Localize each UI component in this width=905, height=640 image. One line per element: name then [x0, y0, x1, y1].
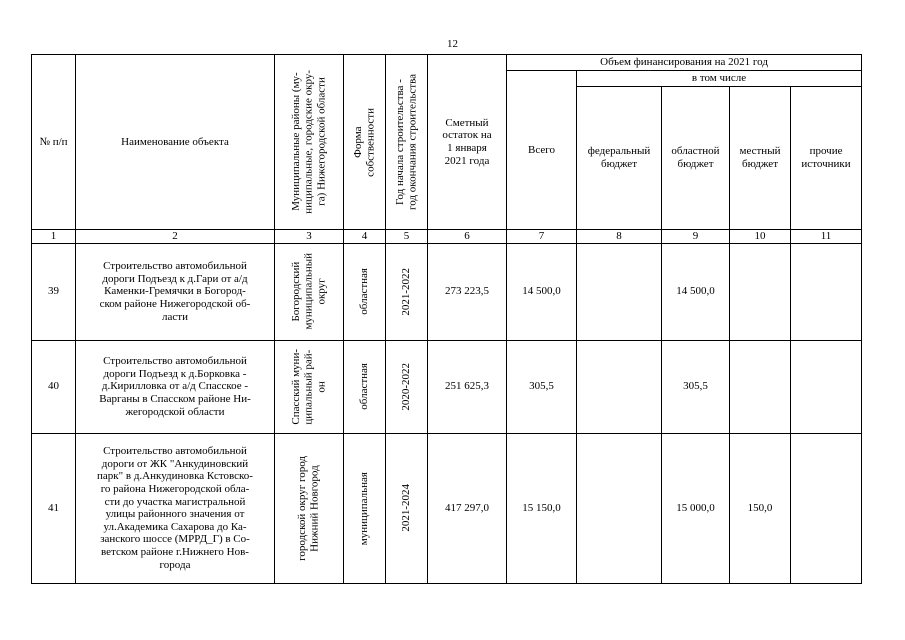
- row-number: 40: [32, 340, 76, 433]
- district: Богородский муниципальный округ: [275, 243, 344, 340]
- federal: [577, 340, 662, 433]
- header-ownership: Форма собственности: [344, 55, 386, 230]
- total: 14 500,0: [507, 243, 577, 340]
- object-name: Строительство автомобильной дороги от ЖК "Анкудиновский парк" в д.Анкудиновка Кстовско- го района Нижегородской обла- сти до участка магистральной улицы районного значения от ул.Академика Сахарова до Ка- занского шоссе (МРРД_Г) в Со- ветском районе г.Нижнего Нов- города: [76, 433, 275, 583]
- column-number: 2: [76, 230, 275, 244]
- table-row: [32, 340, 862, 433]
- object-name: Строительство автомобильной дороги Подъезд к д.Борковка - д.Кирилловка от а/д Спасское - Варганы в Спасском районе Ни- жегородской области: [76, 340, 275, 433]
- column-number: 5: [386, 230, 428, 244]
- local: [730, 340, 791, 433]
- table-row: [32, 243, 862, 340]
- column-number: 7: [507, 230, 577, 244]
- federal: [577, 433, 662, 583]
- regional: 15 000,0: [662, 433, 730, 583]
- remainder: 417 297,0: [428, 433, 507, 583]
- other: [791, 433, 862, 583]
- page-number: 12: [447, 38, 458, 50]
- header-object-name: Наименование объекта: [76, 55, 275, 230]
- column-number: 3: [275, 230, 344, 244]
- header-funding-group: Объем финансирования на 2021 год: [507, 55, 862, 71]
- table-row: [32, 433, 862, 583]
- object-name: Строительство автомобильной дороги Подъезд к д.Гари от а/д Каменки-Гремячки в Богород- ском районе Нижегородской об- ласти: [76, 243, 275, 340]
- remainder: 251 625,3: [428, 340, 507, 433]
- header-total: Всего: [507, 71, 577, 230]
- years: 2021-2024: [386, 433, 428, 583]
- column-number: 8: [577, 230, 662, 244]
- header-row-1: [32, 55, 862, 71]
- header-years: Год начала строительства - год окончания строительства: [386, 55, 428, 230]
- ownership: муниципальная: [344, 433, 386, 583]
- ownership: областная: [344, 243, 386, 340]
- local: [730, 243, 791, 340]
- years: 2020-2022: [386, 340, 428, 433]
- ownership: областная: [344, 340, 386, 433]
- federal: [577, 243, 662, 340]
- other: [791, 340, 862, 433]
- years: 2021-2022: [386, 243, 428, 340]
- row-number: 41: [32, 433, 76, 583]
- regional: 14 500,0: [662, 243, 730, 340]
- header-regional: областной бюджет: [662, 87, 730, 230]
- header-including: в том числе: [577, 71, 862, 87]
- column-number: 10: [730, 230, 791, 244]
- column-number: 1: [32, 230, 76, 244]
- header-local: местный бюджет: [730, 87, 791, 230]
- total: 15 150,0: [507, 433, 577, 583]
- column-number: 11: [791, 230, 862, 244]
- column-number-row: [32, 230, 862, 244]
- district: Спасский муни- ципальный рай- он: [275, 340, 344, 433]
- header-remainder: Сметный остаток на 1 января 2021 года: [428, 55, 507, 230]
- local: 150,0: [730, 433, 791, 583]
- other: [791, 243, 862, 340]
- column-number: 4: [344, 230, 386, 244]
- row-number: 39: [32, 243, 76, 340]
- column-number: 6: [428, 230, 507, 244]
- header-other: прочие источники: [791, 87, 862, 230]
- financing-table: [31, 54, 862, 584]
- total: 305,5: [507, 340, 577, 433]
- header-district: Муниципальные районы (му- ниципальные, городские окру- га) Нижегородской области: [275, 55, 344, 230]
- header-num: № п/п: [32, 55, 76, 230]
- regional: 305,5: [662, 340, 730, 433]
- district: городской округ город Нижний Новгород: [275, 433, 344, 583]
- remainder: 273 223,5: [428, 243, 507, 340]
- column-number: 9: [662, 230, 730, 244]
- header-federal: федеральный бюджет: [577, 87, 662, 230]
